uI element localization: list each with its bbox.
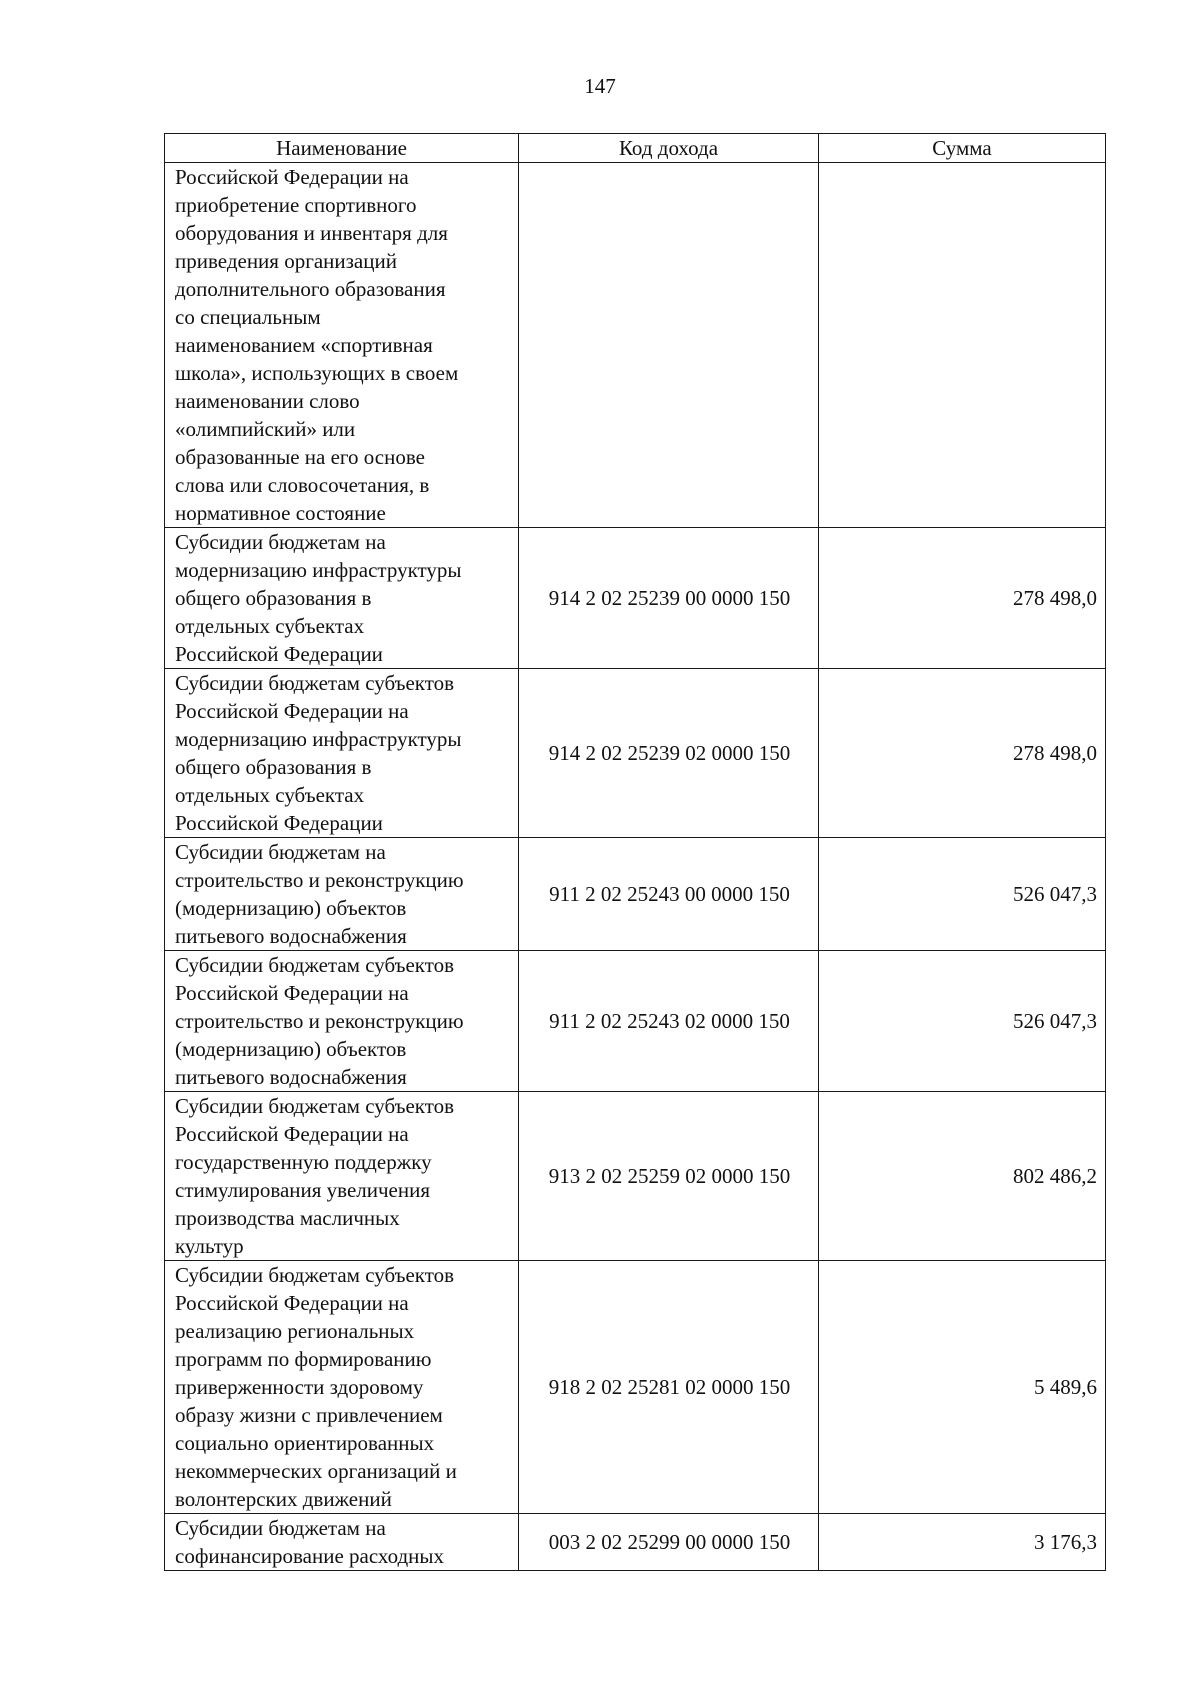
name-line: общего образования в xyxy=(175,586,372,610)
name-line: волонтерских движений xyxy=(175,1487,392,1511)
cell-sum: 3 176,3 xyxy=(819,1514,1106,1571)
cell-sum xyxy=(819,163,1106,528)
table-row xyxy=(165,951,1106,1092)
name-line: стимулирования увеличения xyxy=(175,1178,431,1202)
cell-name xyxy=(165,669,519,838)
name-line: строительство и реконструкцию xyxy=(175,1009,464,1033)
name-line: модернизацию инфраструктуры xyxy=(175,558,462,582)
table-header-row xyxy=(165,134,1106,163)
name-line: государственную поддержку xyxy=(175,1150,432,1174)
name-line: Субсидии бюджетам на xyxy=(175,840,386,864)
header-code: Код дохода xyxy=(519,134,819,163)
name-line: Субсидии бюджетам на xyxy=(175,1516,386,1540)
name-line: производства масличных xyxy=(175,1206,400,1230)
name-line: отдельных субъектах xyxy=(175,614,365,638)
name-line: некоммерческих организаций и xyxy=(175,1459,457,1483)
table-row xyxy=(165,163,1106,528)
table-row xyxy=(165,669,1106,838)
name-line: Российской Федерации на xyxy=(175,1291,409,1315)
cell-name xyxy=(165,1261,519,1514)
cell-name xyxy=(165,528,519,669)
name-line: (модернизацию) объектов xyxy=(175,896,407,920)
cell-name xyxy=(165,951,519,1092)
name-line: наименовании слово xyxy=(175,389,360,413)
name-line: приведения организаций xyxy=(175,249,397,273)
cell-sum: 802 486,2 xyxy=(819,1092,1106,1261)
table-body xyxy=(165,163,1106,1571)
name-line: приобретение спортивного xyxy=(175,193,417,217)
cell-code: 914 2 02 25239 02 0000 150 xyxy=(519,669,819,838)
cell-sum: 5 489,6 xyxy=(819,1261,1106,1514)
name-line: наименованием «спортивная xyxy=(175,333,433,357)
name-line: школа», использующих в своем xyxy=(175,361,459,385)
table-row xyxy=(165,1261,1106,1514)
cell-code: 003 2 02 25299 00 0000 150 xyxy=(519,1514,819,1571)
cell-code xyxy=(519,163,819,528)
cell-sum: 278 498,0 xyxy=(819,669,1106,838)
name-line: приверженности здоровому xyxy=(175,1375,424,1399)
name-line: строительство и реконструкцию xyxy=(175,868,464,892)
page-number: 147 xyxy=(584,74,616,98)
name-line: реализацию региональных xyxy=(175,1319,415,1343)
cell-code: 914 2 02 25239 00 0000 150 xyxy=(519,528,819,669)
name-line: Субсидии бюджетам субъектов xyxy=(175,1094,455,1118)
cell-code: 911 2 02 25243 00 0000 150 xyxy=(519,838,819,951)
cell-name xyxy=(165,1092,519,1261)
name-line: со специальным xyxy=(175,305,321,329)
name-line: Российской Федерации на xyxy=(175,981,409,1005)
name-line: образованные на его основе xyxy=(175,445,425,469)
cell-sum: 526 047,3 xyxy=(819,951,1106,1092)
cell-sum: 278 498,0 xyxy=(819,528,1106,669)
name-line: софинансирование расходных xyxy=(175,1544,445,1568)
name-line: питьевого водоснабжения xyxy=(175,1065,407,1089)
table-row xyxy=(165,1092,1106,1261)
name-line: Российской Федерации xyxy=(175,811,383,835)
name-line: культур xyxy=(175,1234,244,1258)
name-line: программ по формированию xyxy=(175,1347,432,1371)
name-line: слова или словосочетания, в xyxy=(175,473,430,497)
name-line: нормативное состояние xyxy=(175,501,386,525)
header-sum: Сумма xyxy=(819,134,1106,163)
header-name: Наименование xyxy=(165,134,519,163)
name-line: Российской Федерации xyxy=(175,642,383,666)
name-line: Российской Федерации на xyxy=(175,1122,409,1146)
cell-name xyxy=(165,163,519,528)
cell-name xyxy=(165,1514,519,1571)
name-line: Российской Федерации на xyxy=(175,699,409,723)
name-line: питьевого водоснабжения xyxy=(175,924,407,948)
name-line: отдельных субъектах xyxy=(175,783,365,807)
table-row xyxy=(165,528,1106,669)
cell-code: 911 2 02 25243 02 0000 150 xyxy=(519,951,819,1092)
name-line: социально ориентированных xyxy=(175,1431,435,1455)
name-line: «олимпийский» или xyxy=(175,417,356,441)
cell-sum: 526 047,3 xyxy=(819,838,1106,951)
name-line: Субсидии бюджетам субъектов xyxy=(175,1263,455,1287)
name-line: общего образования в xyxy=(175,755,372,779)
name-line: Субсидии бюджетам субъектов xyxy=(175,671,455,695)
revenue-table xyxy=(164,133,1106,1571)
cell-name xyxy=(165,838,519,951)
cell-code: 913 2 02 25259 02 0000 150 xyxy=(519,1092,819,1261)
table-row xyxy=(165,838,1106,951)
name-line: Субсидии бюджетам субъектов xyxy=(175,953,455,977)
name-line: (модернизацию) объектов xyxy=(175,1037,407,1061)
name-line: Субсидии бюджетам на xyxy=(175,530,386,554)
name-line: Российской Федерации на xyxy=(175,165,409,189)
name-line: оборудования и инвентаря для xyxy=(175,221,448,245)
name-line: дополнительного образования xyxy=(175,277,446,301)
cell-code: 918 2 02 25281 02 0000 150 xyxy=(519,1261,819,1514)
table-row xyxy=(165,1514,1106,1571)
name-line: образу жизни с привлечением xyxy=(175,1403,443,1427)
name-line: модернизацию инфраструктуры xyxy=(175,727,462,751)
